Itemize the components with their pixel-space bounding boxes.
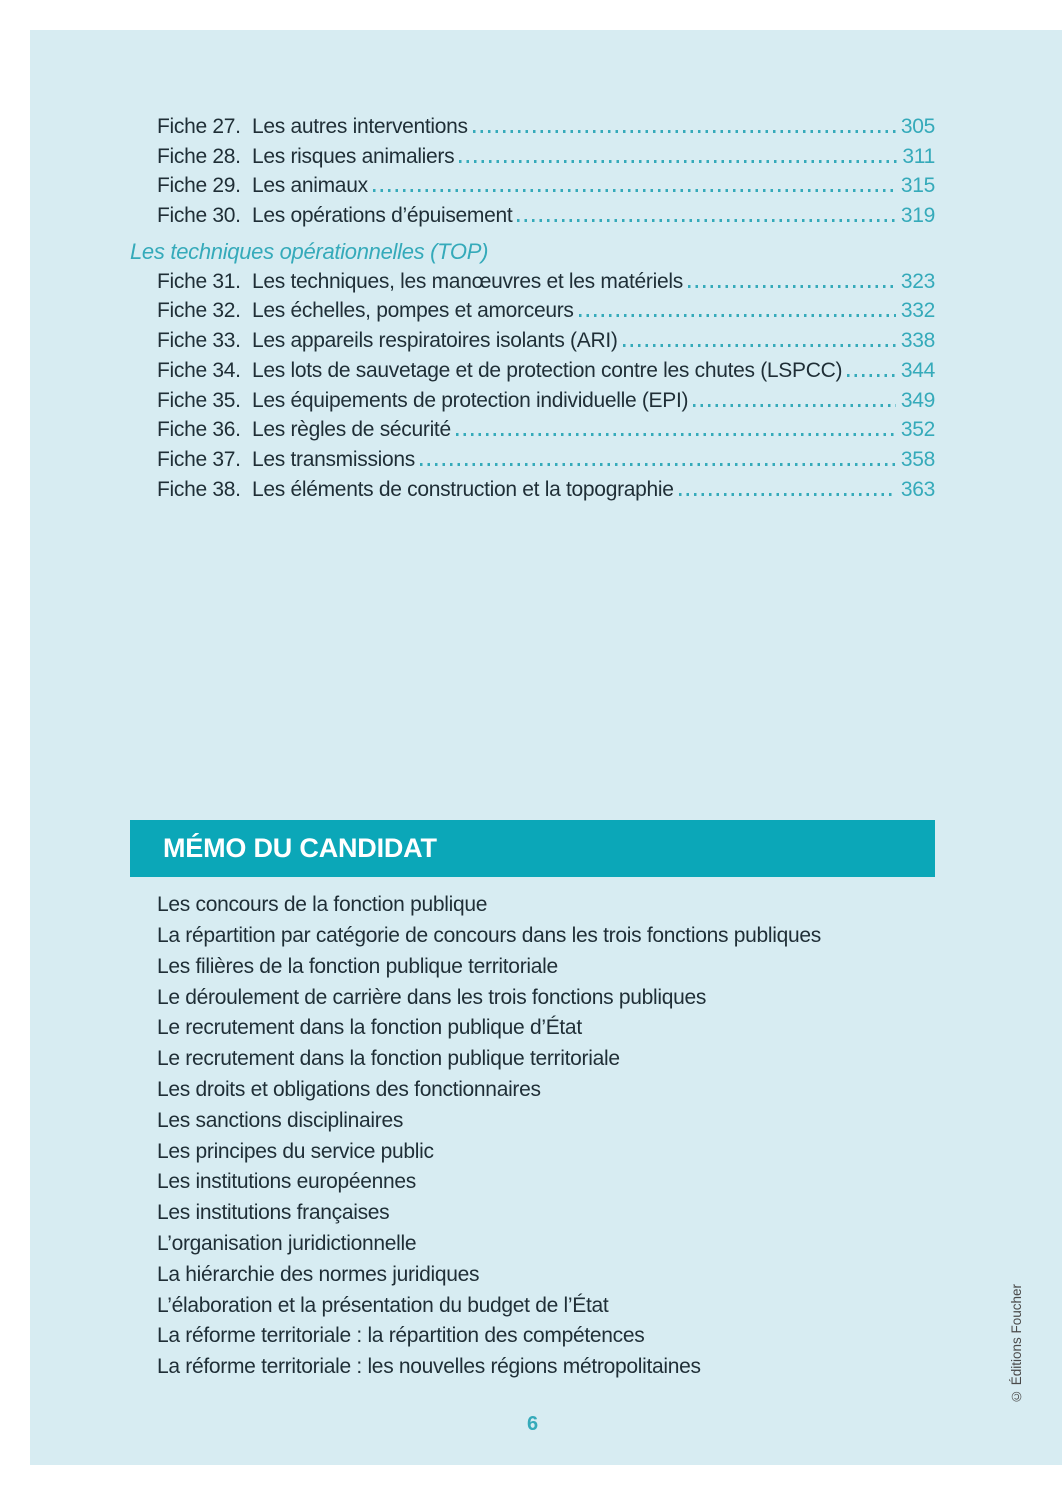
toc-dot-leader <box>517 219 895 222</box>
toc-entry-number: Fiche 28. <box>157 144 241 168</box>
toc-entry-title: Les transmissions <box>252 447 415 471</box>
toc-dot-leader <box>373 189 896 192</box>
toc-entry <box>130 174 935 204</box>
memo-item: Les institutions françaises <box>157 1201 390 1225</box>
toc-entry-title: Les opérations d’épuisement <box>252 204 513 228</box>
toc-entry-number: Fiche 36. <box>157 418 241 442</box>
toc-entry <box>130 418 935 448</box>
memo-item: Le recrutement dans la fonction publique territoriale <box>157 1047 620 1071</box>
toc-entry-number: Fiche 33. <box>157 329 241 353</box>
memo-item: L’élaboration et la présentation du budget de l’État <box>157 1293 609 1317</box>
toc-dot-leader <box>623 344 896 347</box>
memo-list <box>130 890 935 1383</box>
memo-item: La hiérarchie des normes juridiques <box>157 1262 480 1286</box>
toc-entry-title: Les éléments de construction et la topographie <box>252 477 674 501</box>
toc-entry-number: Fiche 38. <box>157 477 241 501</box>
toc-dot-leader <box>688 285 896 288</box>
toc-entry <box>130 145 935 175</box>
memo-item: La réforme territoriale : les nouvelles régions métropolitaines <box>157 1355 701 1379</box>
toc-entry-page: 319 <box>900 204 935 228</box>
toc-entry <box>130 270 935 300</box>
toc-entry-page: 315 <box>900 174 935 198</box>
toc-entry-number: Fiche 30. <box>157 204 241 228</box>
toc-dot-leader <box>847 374 896 377</box>
memo-banner <box>130 820 935 877</box>
page-number: 6 <box>526 1413 539 1435</box>
toc-section-header: Les techniques opérationnelles (TOP) <box>130 238 489 264</box>
toc-entry <box>130 329 935 359</box>
toc-dot-leader <box>420 463 896 466</box>
toc-entry-title: Les animaux <box>252 174 368 198</box>
page-panel <box>30 30 1062 1465</box>
toc-entry-page: 338 <box>900 329 935 353</box>
memo-item: La réforme territoriale : la répartition des compétences <box>157 1324 645 1348</box>
toc-entry-title: Les échelles, pompes et amorceurs <box>252 299 574 323</box>
toc-entry-page: 305 <box>900 115 935 138</box>
toc-entry-number: Fiche 34. <box>157 358 241 382</box>
toc-entry-title: Les équipements de protection individuelle (EPI) <box>252 388 689 412</box>
toc-entry <box>130 359 935 389</box>
memo-item: L’organisation juridictionnelle <box>157 1232 417 1256</box>
toc-dot-leader <box>459 160 897 163</box>
memo-item: La répartition par catégorie de concours dans les trois fonctions publiques <box>157 924 821 948</box>
toc-entry-title: Les risques animaliers <box>252 144 455 168</box>
toc-dot-leader <box>579 314 896 317</box>
page-content <box>130 30 935 1436</box>
toc-entry-page: 358 <box>900 447 935 471</box>
toc-entry-title: Les appareils respiratoires isolants (ARI) <box>252 329 618 353</box>
toc-entry <box>130 115 935 145</box>
memo-item: Les sanctions disciplinaires <box>157 1108 404 1132</box>
toc-entry-title: Les lots de sauvetage et de protection contre les chutes (LSPCC) <box>252 358 843 382</box>
memo-item: Les droits et obligations des fonctionnaires <box>157 1078 541 1102</box>
memo-banner-title: MÉMO DU CANDIDAT <box>163 833 437 864</box>
toc-entry-page: 363 <box>900 477 935 501</box>
toc-entry-number: Fiche 37. <box>157 447 241 471</box>
toc-entry <box>130 478 935 508</box>
toc-entry <box>130 389 935 419</box>
toc-dot-leader <box>679 493 896 496</box>
publisher-copyright-note: © Éditions Foucher <box>1009 1283 1024 1404</box>
toc-entry-title: Les techniques, les manœuvres et les matériels <box>252 269 683 293</box>
toc-dot-leader <box>473 130 896 133</box>
toc-dot-leader <box>693 404 896 407</box>
memo-item: Le recrutement dans la fonction publique d’État <box>157 1016 582 1040</box>
memo-item: Le déroulement de carrière dans les trois fonctions publiques <box>157 985 707 1009</box>
memo-item: Les institutions européennes <box>157 1170 416 1194</box>
toc-entry <box>130 299 935 329</box>
toc-entry-page: 349 <box>900 388 935 412</box>
toc-entry-number: Fiche 31. <box>157 269 241 293</box>
toc-entry-page: 352 <box>900 418 935 442</box>
toc-entry-title: Les règles de sécurité <box>252 418 451 442</box>
toc-entry-number: Fiche 29. <box>157 174 241 198</box>
toc-entry <box>130 204 935 234</box>
memo-item: Les filières de la fonction publique territoriale <box>157 954 558 978</box>
memo-item: Les principes du service public <box>157 1139 434 1163</box>
toc-entry-title: Les autres interventions <box>252 115 468 138</box>
memo-item: Les concours de la fonction publique <box>157 893 488 917</box>
toc-entry-number: Fiche 35. <box>157 388 241 412</box>
toc-entry-page: 332 <box>900 299 935 323</box>
toc-entry <box>130 448 935 478</box>
toc-entry-page: 344 <box>900 358 935 382</box>
toc-entry-page: 311 <box>902 144 935 168</box>
toc-entry-page: 323 <box>900 269 935 293</box>
toc-entry-number: Fiche 27. <box>157 115 241 138</box>
toc-dot-leader <box>456 433 896 436</box>
toc-entry-number: Fiche 32. <box>157 299 241 323</box>
